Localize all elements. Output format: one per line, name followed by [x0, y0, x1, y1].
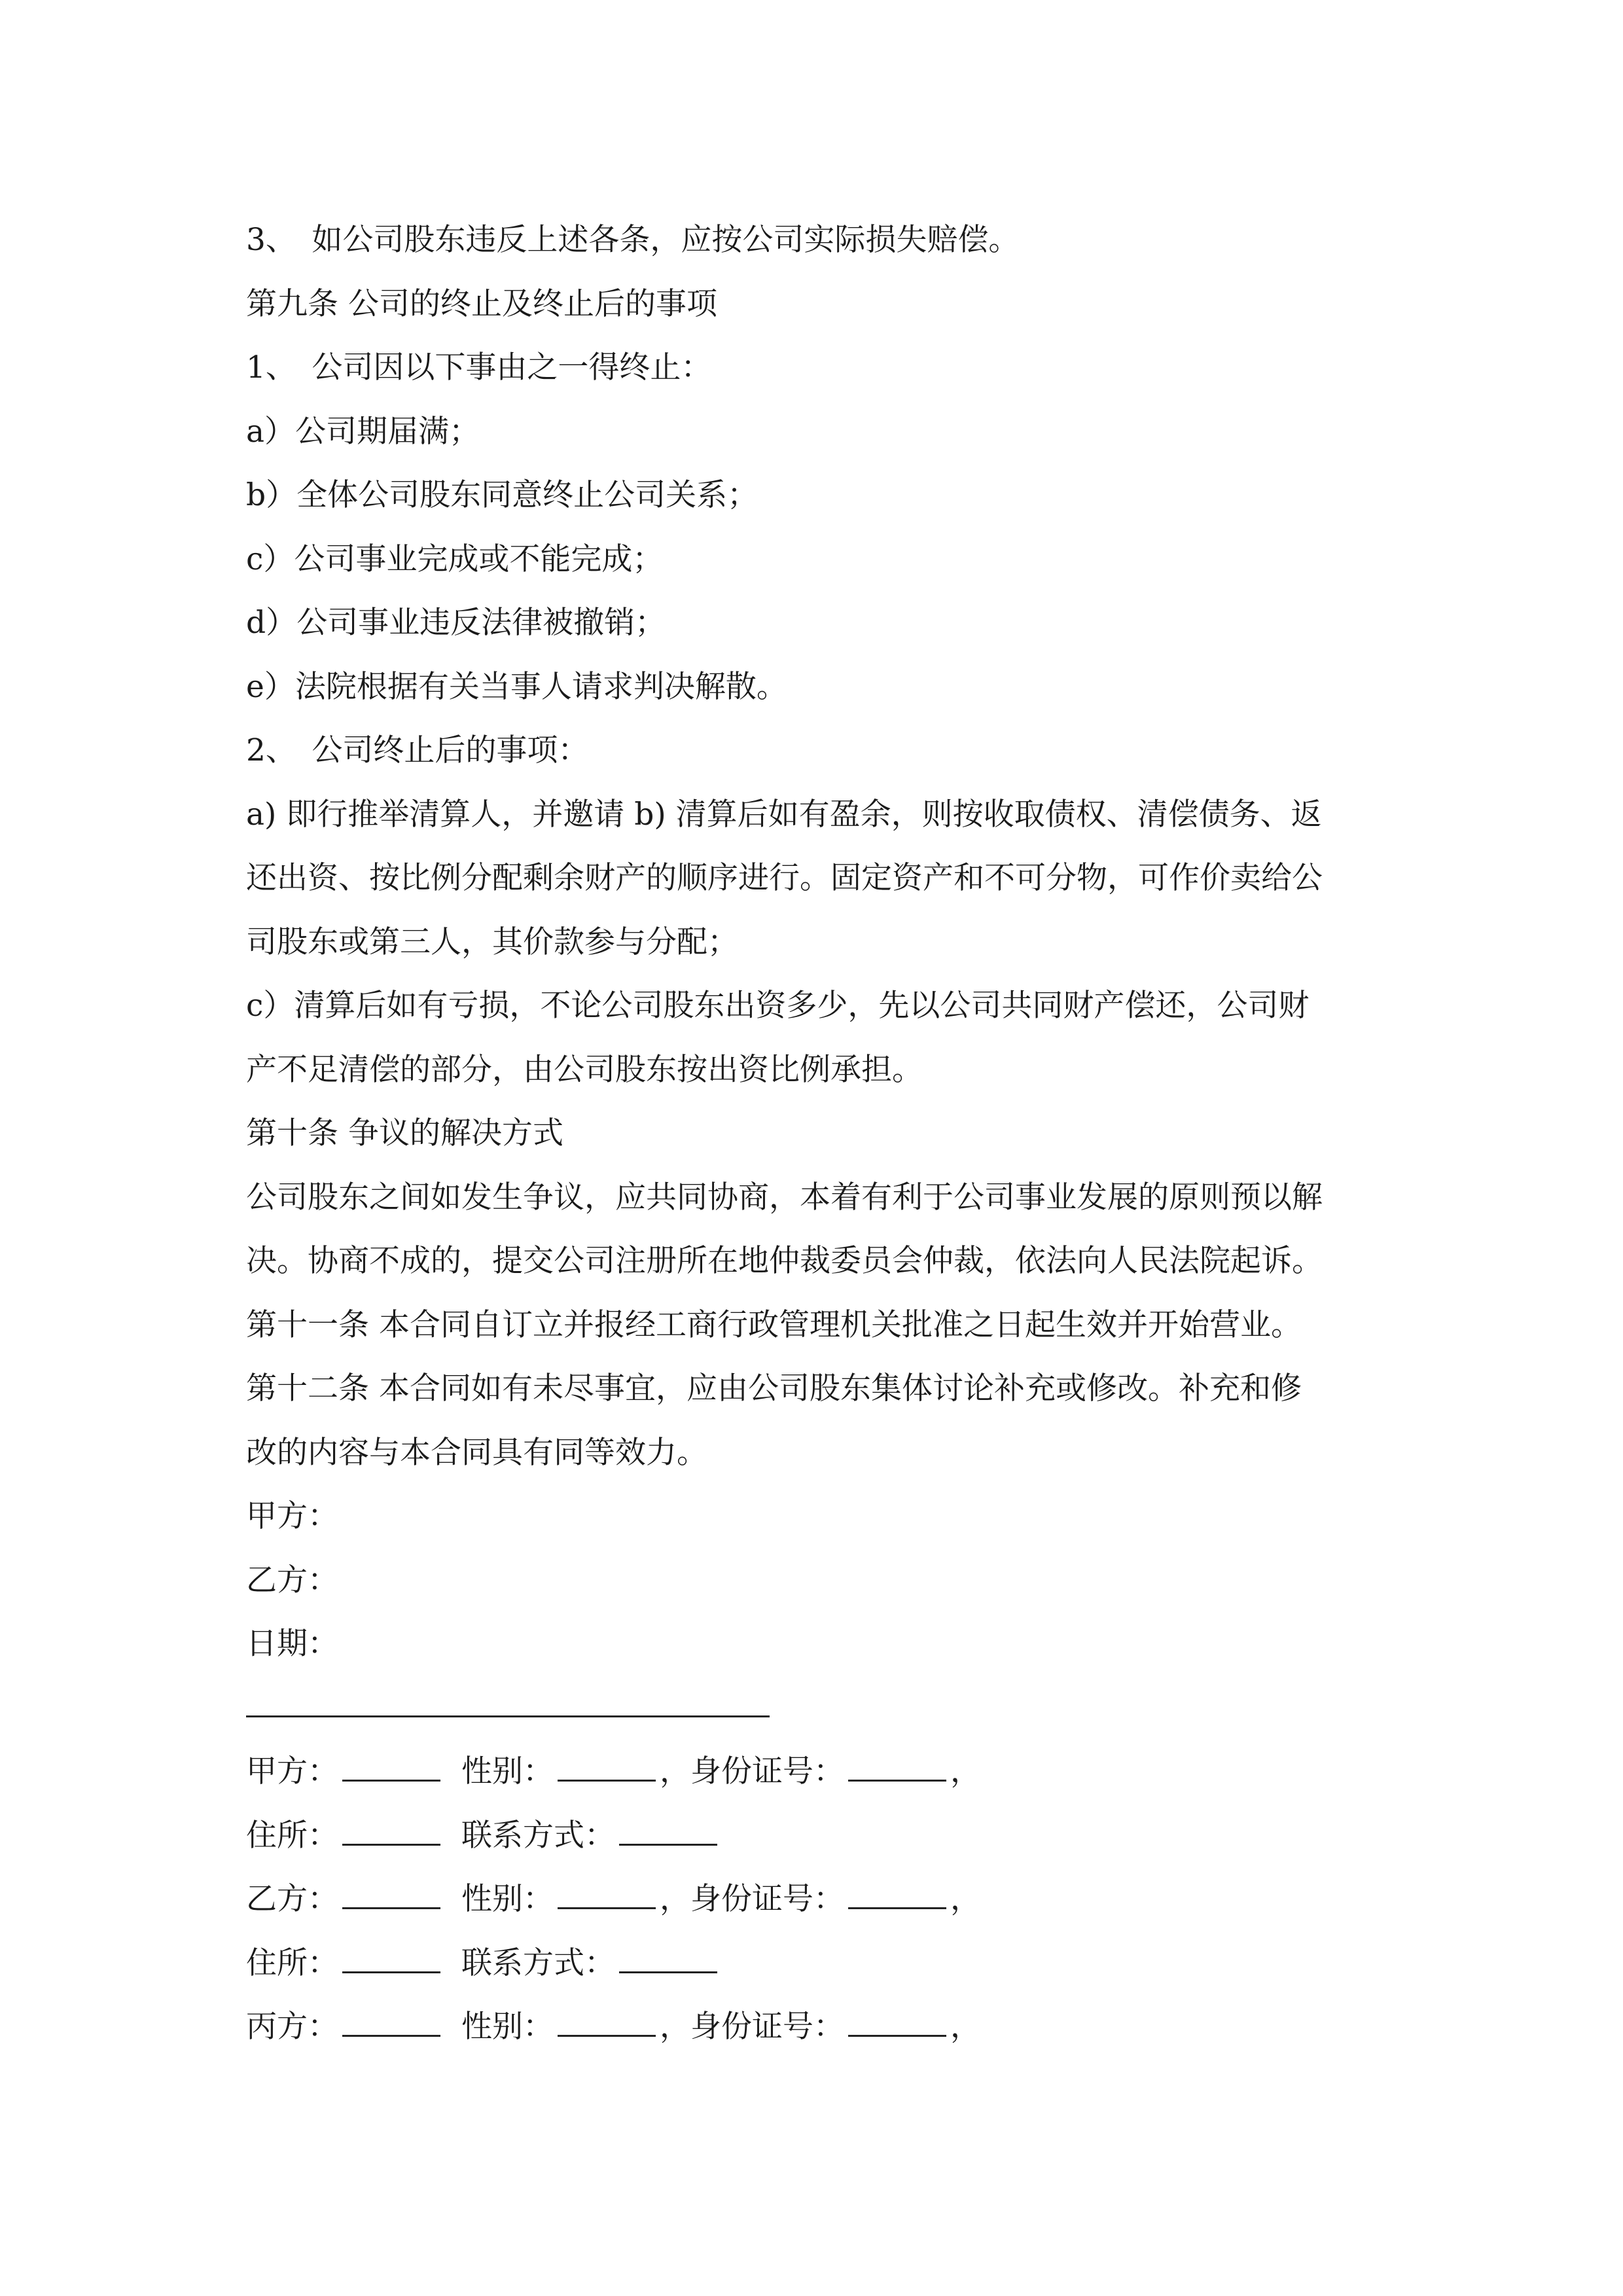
party-a-contact-blank[interactable] [619, 1818, 717, 1846]
article-9-item-1b: b）全体公司股东同意终止公司关系； [246, 477, 758, 513]
party-b-label: 乙方： [246, 1881, 338, 1917]
form-row-party-a [246, 1740, 1385, 1804]
id-label: 身份证号： [690, 1881, 844, 1917]
article-11: 第十一条 本合同自订立并报经工商行政管理机关批准之日起生效并开始营业。 [246, 1306, 1302, 1343]
article-10-heading: 第十条 争议的解决方式 [246, 1115, 563, 1151]
article-9-item-1a: a）公司期届满； [246, 413, 480, 450]
party-a-name-blank[interactable] [342, 1753, 440, 1782]
article-9-item-2: 2、 公司终止后的事项： [246, 732, 589, 768]
gender-label: 性别： [461, 2009, 554, 2045]
comma: ， [660, 1753, 690, 1789]
date-label: 日期： [246, 1626, 338, 1662]
comma: ， [660, 2009, 690, 2045]
comma: ， [950, 1881, 981, 1917]
party-c-gender-blank[interactable] [558, 2009, 656, 2037]
party-b-name-blank[interactable] [342, 1881, 440, 1909]
party-a-gender-blank[interactable] [558, 1753, 656, 1782]
party-c-id-blank[interactable] [848, 2009, 946, 2037]
article-10-body-line1: 公司股东之间如发生争议，应共同协商，本着有利于公司事业发展的原则预以解 [246, 1179, 1323, 1215]
form-row-party-b [246, 1867, 1385, 1931]
article-9-heading: 第九条 公司的终止及终止后的事项 [246, 285, 717, 322]
article-9-item-2a-line3: 司股东或第三人，其价款参与分配； [246, 924, 738, 960]
article-9-item-2c-line1: c）清算后如有亏损，不论公司股东出资多少，先以公司共同财产偿还，公司财 [246, 988, 1310, 1024]
article-9-item-2a-line1: a) 即行推举清算人，并邀请 b) 清算后如有盈余，则按收取债权、清偿债务、返 [246, 796, 1322, 833]
article-9-item-2a-line2: 还出资、按比例分配剩余财产的顺序进行。固定资产和不可分物，可作价卖给公 [246, 860, 1323, 896]
party-b-id-blank[interactable] [848, 1881, 946, 1909]
article-9-item-2c-line2: 产不足清偿的部分，由公司股东按出资比例承担。 [246, 1051, 923, 1088]
form-row-party-c [246, 1995, 1385, 2059]
party-c-name-blank[interactable] [342, 2009, 440, 2037]
party-a-address-blank[interactable] [342, 1818, 440, 1846]
party-a-signature-label: 甲方： [246, 1498, 338, 1534]
gender-label: 性别： [461, 1881, 554, 1917]
comma: ， [950, 2009, 981, 2045]
form-row-party-a-address [246, 1804, 1385, 1868]
gender-label: 性别： [461, 1753, 554, 1789]
address-label: 住所： [246, 1945, 338, 1981]
clause-8-item-3: 3、 如公司股东违反上述各条，应按公司实际损失赔偿。 [246, 222, 1020, 258]
party-c-label: 丙方： [246, 2009, 338, 2045]
party-a-id-blank[interactable] [848, 1753, 946, 1782]
article-9-item-1c: c）公司事业完成或不能完成； [246, 541, 664, 577]
comma: ， [950, 1753, 981, 1789]
party-b-address-blank[interactable] [342, 1945, 440, 1973]
document-page [246, 208, 1385, 2059]
article-9-item-1d: d）公司事业违反法律被撤销； [246, 605, 666, 641]
id-label: 身份证号： [690, 2009, 844, 2045]
party-b-signature-label: 乙方： [246, 1562, 338, 1598]
party-b-contact-blank[interactable] [619, 1945, 717, 1973]
article-9-item-1: 1、 公司因以下事由之一得终止： [246, 350, 712, 386]
contact-label: 联系方式： [461, 1945, 615, 1981]
article-9-item-1e: e）法院根据有关当事人请求判决解散。 [246, 668, 787, 705]
id-label: 身份证号： [690, 1753, 844, 1789]
article-12-line1: 第十二条 本合同如有未尽事宜，应由公司股东集体讨论补充或修改。补充和修 [246, 1371, 1302, 1407]
address-label: 住所： [246, 1817, 338, 1854]
article-10-body-line2: 决。协商不成的，提交公司注册所在地仲裁委员会仲裁，依法向人民法院起诉。 [246, 1243, 1323, 1279]
form-row-party-b-address [246, 1931, 1385, 1996]
article-12-line2: 改的内容与本合同具有同等效力。 [246, 1434, 707, 1471]
comma: ， [660, 1881, 690, 1917]
party-a-label: 甲方： [246, 1753, 338, 1789]
contact-label: 联系方式： [461, 1817, 615, 1854]
separator-rule [246, 1676, 1385, 1740]
party-b-gender-blank[interactable] [558, 1881, 656, 1909]
